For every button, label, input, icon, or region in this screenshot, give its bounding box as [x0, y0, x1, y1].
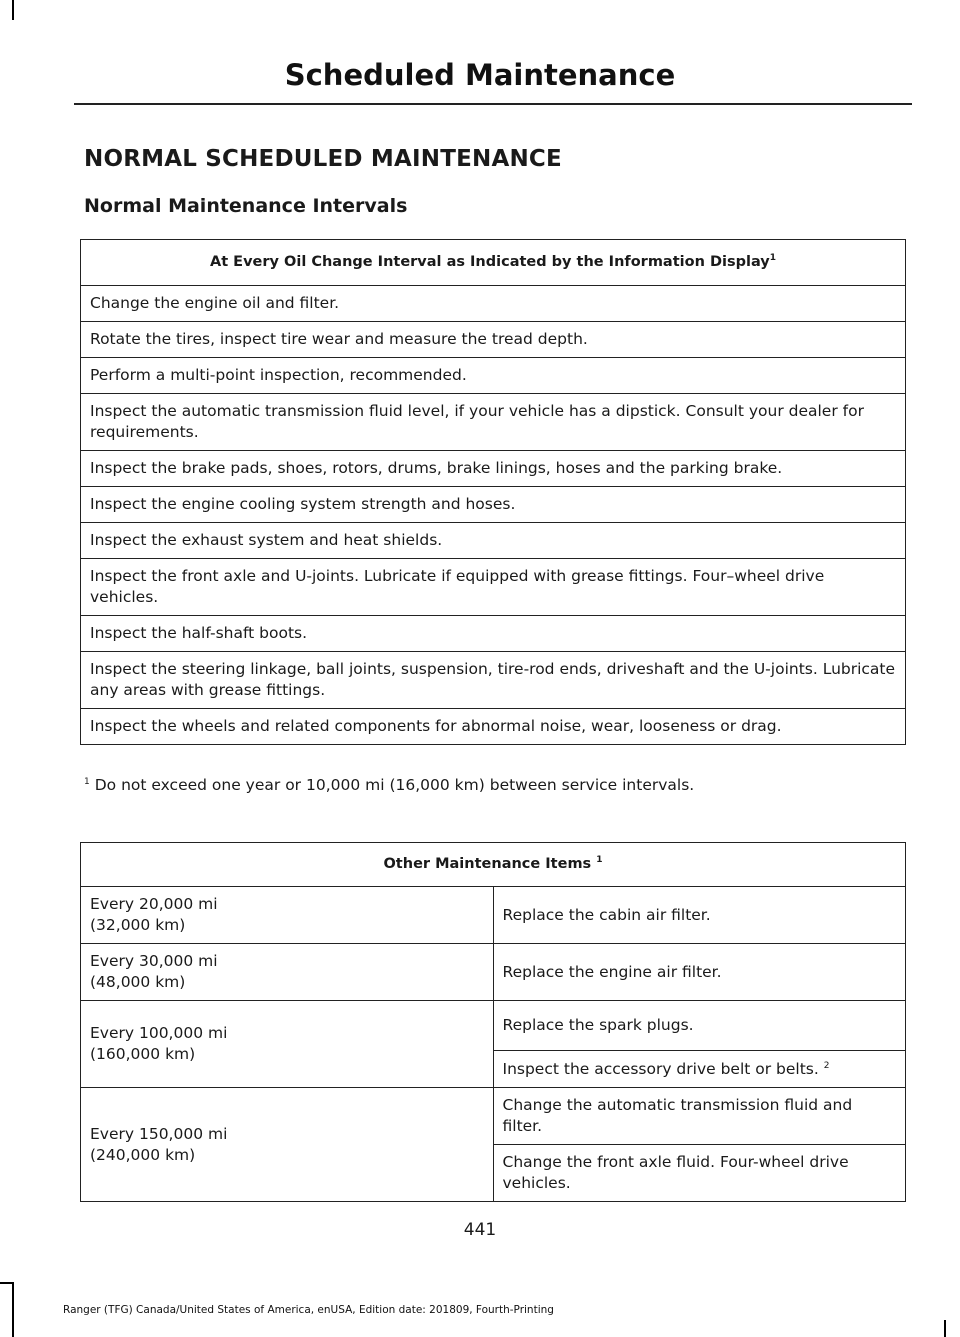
interval-miles: Every 30,000 mi: [90, 952, 218, 970]
maintenance-item-cell: [493, 1051, 906, 1088]
interval-kilometers: (32,000 km): [90, 916, 186, 934]
maintenance-item-text: Change the automatic transmission fluid and filter.: [502, 1096, 853, 1135]
table-header-cell: [81, 843, 906, 887]
maintenance-task-cell: Inspect the engine cooling system strength and hoses.: [81, 487, 906, 523]
page-header-title: Scheduled Maintenance: [284, 58, 676, 92]
maintenance-task-cell: Change the engine oil and filter.: [81, 286, 906, 322]
crop-mark-top-left: [12, 0, 14, 20]
footnote-ref: 2: [823, 1060, 830, 1071]
table-row: [81, 559, 906, 616]
maintenance-item-text: Replace the cabin air filter.: [502, 905, 711, 924]
table-row: [81, 709, 906, 745]
table-row: [81, 616, 906, 652]
interval-kilometers: (160,000 km): [90, 1045, 196, 1063]
other-maintenance-table: [80, 842, 906, 1202]
interval-miles: Every 150,000 mi: [90, 1124, 228, 1143]
header-divider: [74, 103, 912, 105]
maintenance-task-cell: Inspect the front axle and U-joints. Lubricate if equipped with grease fittings. Four–wheel drive vehicles.: [81, 559, 906, 616]
interval-miles: Every 20,000 mi: [90, 895, 218, 913]
maintenance-item-text: Inspect the accessory drive belt or belts.: [502, 1059, 819, 1078]
maintenance-task-cell: Inspect the half-shaft boots.: [81, 616, 906, 652]
table-row: [81, 322, 906, 358]
maintenance-task-cell: Inspect the steering linkage, ball joints, suspension, tire-rod ends, driveshaft and the U-joints. Lubricate any areas with grease fittings.: [81, 652, 906, 709]
interval-cell: [81, 887, 494, 944]
table-row: [81, 652, 906, 709]
table-row: [81, 451, 906, 487]
footnote-text: Do not exceed one year or 10,000 mi (16,000 km) between service intervals.: [94, 776, 695, 794]
table-row: [81, 1001, 906, 1051]
interval-miles: Every 100,000 mi: [90, 1024, 228, 1042]
page-number: 441: [463, 1220, 497, 1240]
maintenance-item-cell: [493, 887, 906, 944]
crop-mark-bottom-left: [12, 1282, 14, 1337]
crop-mark-bottom-left-h: [0, 1282, 14, 1284]
maintenance-task-cell: Perform a multi-point inspection, recommended.: [81, 358, 906, 394]
table-header-text: Other Maintenance Items: [383, 856, 592, 872]
table-header-row: [81, 843, 906, 887]
maintenance-item-cell: [493, 1001, 906, 1051]
section-heading: NORMAL SCHEDULED MAINTENANCE: [84, 146, 562, 172]
table-row: [81, 1088, 906, 1145]
table-header-row: [81, 240, 906, 286]
crop-mark-bottom-right: [944, 1320, 946, 1337]
footnote-ref: 1: [596, 855, 603, 866]
sub-heading: Normal Maintenance Intervals: [84, 195, 408, 217]
interval-kilometers: (48,000 km): [90, 973, 186, 991]
table-header-text: At Every Oil Change Interval as Indicated by the Information Display: [209, 254, 770, 270]
maintenance-task-cell: Inspect the wheels and related components for abnormal noise, wear, looseness or drag.: [81, 709, 906, 745]
table-row: [81, 358, 906, 394]
interval-cell: [81, 1001, 494, 1088]
maintenance-item-text: Replace the spark plugs.: [502, 1016, 694, 1034]
maintenance-item-cell: [493, 1145, 906, 1202]
table-body: [81, 286, 906, 745]
maintenance-item-cell: [493, 1088, 906, 1145]
table-row: [81, 523, 906, 559]
maintenance-item-cell: [493, 944, 906, 1001]
footnote-marker: 1: [84, 776, 90, 787]
maintenance-item-text: Change the front axle fluid. Four-wheel drive vehicles.: [502, 1153, 849, 1192]
table-row: [81, 887, 906, 944]
oil-change-interval-table: [80, 239, 906, 745]
maintenance-task-cell: Inspect the automatic transmission fluid level, if your vehicle has a dipstick. Consult your dealer for requirements.: [81, 394, 906, 451]
maintenance-task-cell: Inspect the brake pads, shoes, rotors, drums, brake linings, hoses and the parking brake.: [81, 451, 906, 487]
table-row: [81, 487, 906, 523]
table-header-cell: [81, 240, 906, 286]
maintenance-task-cell: Rotate the tires, inspect tire wear and measure the tread depth.: [81, 322, 906, 358]
footnote: [84, 776, 694, 794]
footer-edition-text: Ranger (TFG) Canada/United States of America, enUSA, Edition date: 201809, Fourth-Printing: [63, 1304, 554, 1316]
table-row: [81, 944, 906, 1001]
table-row: [81, 394, 906, 451]
table-row: [81, 286, 906, 322]
maintenance-task-cell: Inspect the exhaust system and heat shields.: [81, 523, 906, 559]
interval-cell: [81, 1088, 494, 1202]
interval-kilometers: (240,000 km): [90, 1145, 196, 1164]
interval-cell: [81, 944, 494, 1001]
footnote-ref: 1: [769, 253, 776, 264]
maintenance-item-text: Replace the engine air filter.: [502, 962, 722, 981]
table-body: [81, 887, 906, 1202]
